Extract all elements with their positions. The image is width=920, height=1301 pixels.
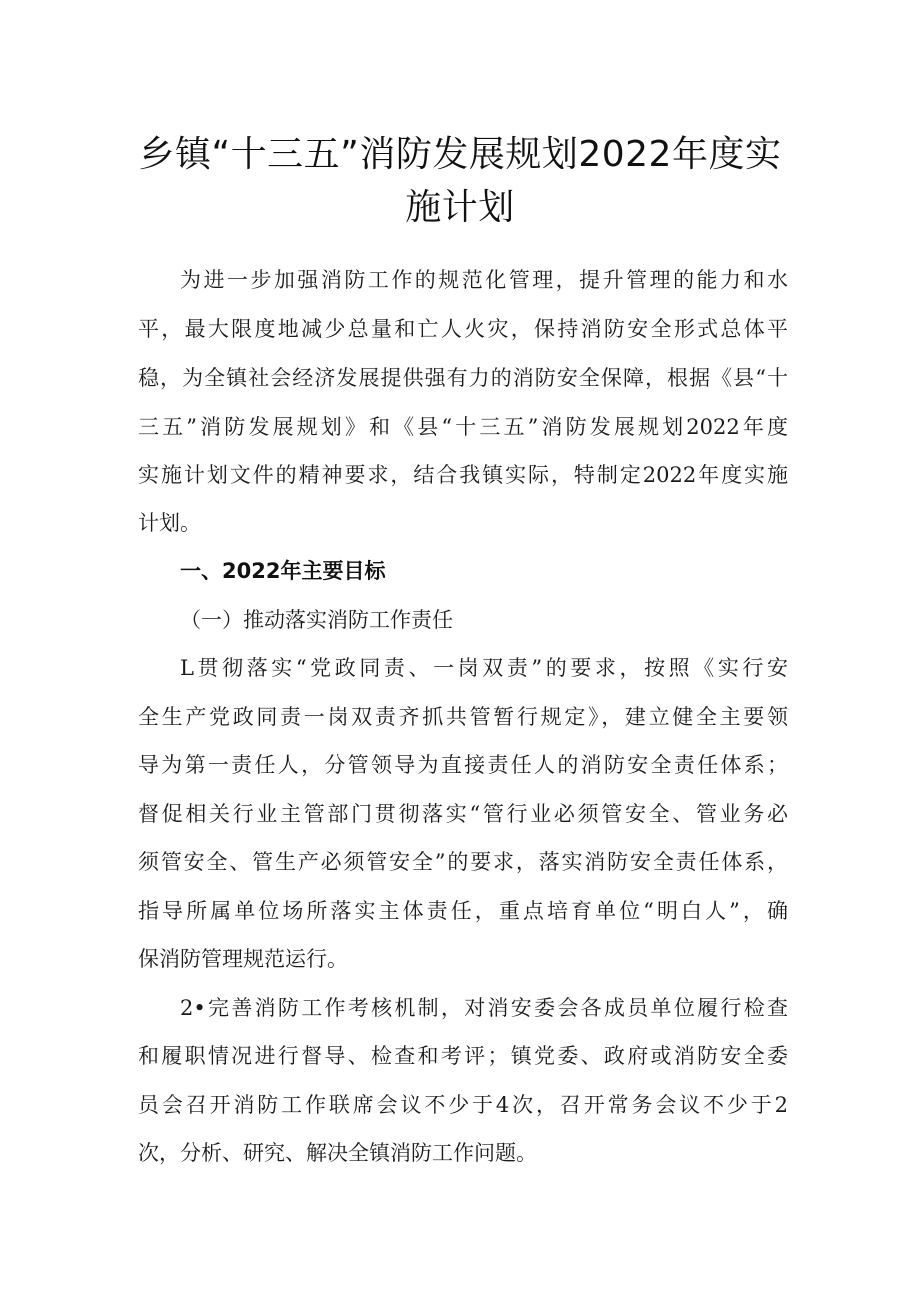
item2-paragraph-line: 和履职情况进行督导、检查和考评；镇党委、政府或消防安全委 bbox=[138, 1044, 788, 1068]
intro-paragraph-line: 三五”消防发展规划》和《县“十三五”消防发展规划2022年度 bbox=[138, 415, 788, 439]
intro-paragraph-line: 平，最大限度地减少总量和亡人火灾，保持消防安全形式总体平 bbox=[138, 317, 788, 341]
item1-paragraph-line: 导为第一责任人，分管领导为直接责任人的消防安全责任体系； bbox=[138, 753, 788, 777]
item2-paragraph-line: 员会召开消防工作联席会议不少于4次，召开常务会议不少于2 bbox=[138, 1093, 788, 1117]
item1-paragraph-line: 全生产党政同责一岗双责齐抓共管暂行规定》，建立健全主要领 bbox=[138, 705, 788, 729]
document-title-line-1: 乡镇“十三五”消防发展规划2022年度实 bbox=[138, 134, 782, 175]
item1-paragraph-line: 保消防管理规范运行。 bbox=[138, 947, 348, 971]
document-title-line-2: 施计划 bbox=[405, 187, 515, 228]
subsection-heading: （一）推动落实消防工作责任 bbox=[180, 608, 453, 632]
item2-paragraph-line: 2•完善消防工作考核机制，对消安委会各成员单位履行检查 bbox=[180, 996, 788, 1020]
intro-paragraph-line: 计划。 bbox=[138, 511, 201, 535]
intro-paragraph-line: 实施计划文件的精神要求，结合我镇实际，特制定2022年度实施 bbox=[138, 463, 788, 487]
intro-paragraph-line: 为进一步加强消防工作的规范化管理，提升管理的能力和水 bbox=[180, 268, 788, 292]
item1-paragraph-line: L贯彻落实“党政同责、一岗双责”的要求，按照《实行安 bbox=[180, 656, 788, 680]
section-heading: 一、2022年主要目标 bbox=[180, 559, 386, 583]
item1-paragraph-line: 督促相关行业主管部门贯彻落实“管行业必须管安全、管业务必 bbox=[138, 802, 788, 826]
item2-paragraph-line: 次，分析、研究、解决全镇消防工作问题。 bbox=[138, 1141, 537, 1165]
intro-paragraph-line: 稳，为全镇社会经济发展提供强有力的消防安全保障，根据《县“十 bbox=[138, 366, 788, 390]
item1-paragraph-line: 指导所属单位场所落实主体责任，重点培育单位“明白人”，确 bbox=[138, 899, 788, 923]
item1-paragraph-line: 须管安全、管生产必须管安全”的要求，落实消防安全责任体系， bbox=[138, 850, 788, 874]
